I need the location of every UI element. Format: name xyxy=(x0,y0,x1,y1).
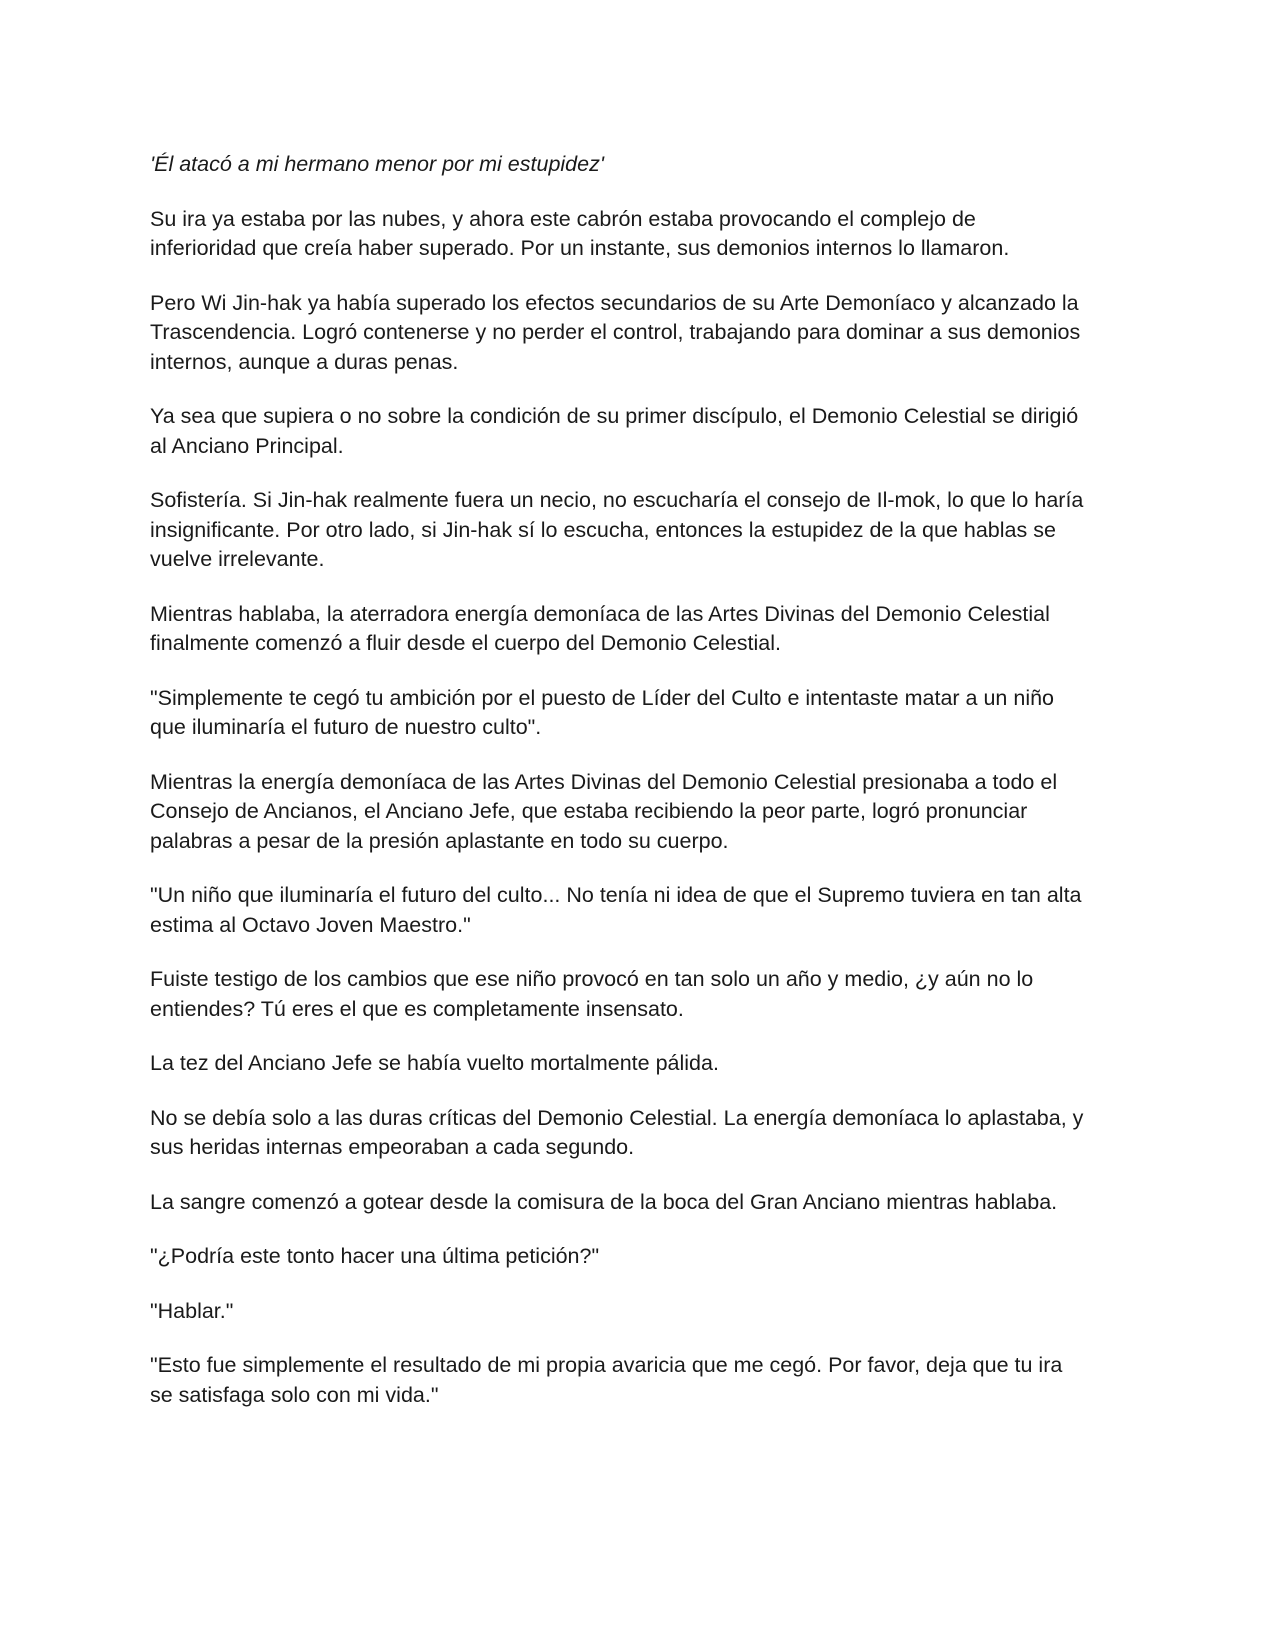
paragraph-12: No se debía solo a las duras críticas del Demonio Celestial. La energía demoníaca lo aplastaba, y sus heridas internas empeoraban a cada segundo. xyxy=(150,1105,1084,1159)
paragraph-4: Ya sea que supiera o no sobre la condición de su primer discípulo, el Demonio Celestial se dirigió al Anciano Principal. xyxy=(150,404,1079,458)
paragraph-1: 'Él atacó a mi hermano menor por mi estupidez' xyxy=(150,152,604,176)
paragraph-5: Sofistería. Si Jin-hak realmente fuera un necio, no escucharía el consejo de Il-mok, lo que lo haría insignificante. Por otro lado, si Jin-hak sí lo escucha, entonces la estupidez de la que hablas se vuelve irrelevante. xyxy=(150,488,1084,571)
paragraph-8: Mientras la energía demoníaca de las Artes Divinas del Demonio Celestial presionaba a todo el Consejo de Ancianos, el Anciano Jefe, que estaba recibiendo la peor parte, logró pronunciar palabras a pesar de la presión aplastante en todo su cuerpo. xyxy=(150,769,1058,853)
paragraph-10: Fuiste testigo de los cambios que ese niño provocó en tan solo un año y medio, ¿y aún no lo entiendes? Tú eres el que es completamente insensato. xyxy=(150,967,1034,1021)
paragraph-11: La tez del Anciano Jefe se había vuelto mortalmente pálida. xyxy=(150,1051,719,1075)
paragraph-2: Su ira ya estaba por las nubes, y ahora este cabrón estaba provocando el complejo de inferioridad que creía haber superado. Por un instante, sus demonios internos lo llamaron. xyxy=(150,206,1010,260)
document-body xyxy=(150,150,1085,1410)
paragraph-14: "¿Podría este tonto hacer una última petición?" xyxy=(150,1244,600,1268)
paragraph-15: "Hablar." xyxy=(150,1298,234,1323)
paragraph-7: "Simplemente te cegó tu ambición por el puesto de Líder del Culto e intentaste matar a un niño que iluminaría el futuro de nuestro culto". xyxy=(150,685,1055,739)
paragraph-16: "Esto fue simplemente el resultado de mi propia avaricia que me cegó. Por favor, deja que tu ira se satisfaga solo con mi vida." xyxy=(150,1353,1063,1407)
paragraph-6: Mientras hablaba, la aterradora energía demoníaca de las Artes Divinas del Demonio Celestial finalmente comenzó a fluir desde el cuerpo del Demonio Celestial. xyxy=(150,601,1050,655)
paragraph-9: "Un niño que iluminaría el futuro del culto... No tenía ni idea de que el Supremo tuviera en tan alta estima al Octavo Joven Maestro." xyxy=(150,883,1082,937)
paragraph-13: La sangre comenzó a gotear desde la comisura de la boca del Gran Anciano mientras hablaba. xyxy=(150,1189,1058,1214)
paragraph-3: Pero Wi Jin-hak ya había superado los efectos secundarios de su Arte Demoníaco y alcanzado la Trascendencia. Logró contenerse y no perder el control, trabajando para dominar a sus demonios internos, aunque a duras penas. xyxy=(150,290,1081,374)
